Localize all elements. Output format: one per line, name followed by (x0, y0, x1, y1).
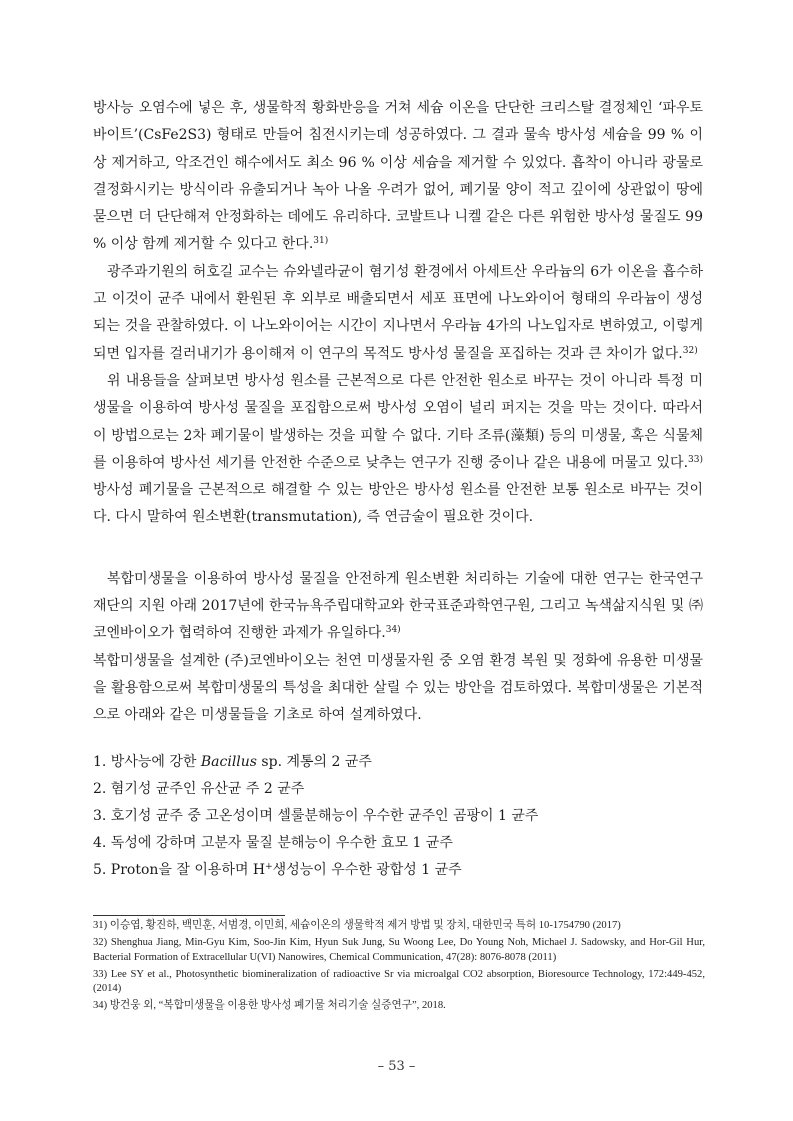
section-gap (93, 532, 703, 566)
paragraph-5-text: 복합미생물을 설계한 (주)코엔바이오는 천연 미생물자원 중 오염 환경 복원 및 정화에 유용한 미생물을 활용함으로써 복합미생물의 특성을 최대한 살릴 수 있는 방안을 검토하였다. 복합미생물은 기본적으로 아래와 같은 미생물들을 기초로 하여 설계하였다. (93, 652, 703, 724)
list-item-1-post: sp. 계통의 2 균주 (256, 753, 372, 770)
paragraph-1-text: 방사능 오염수에 넣은 후, 생물학적 황화반응을 거쳐 세슘 이온을 단단한 크리스탈 결정체인 ‘파우토바이트’(CsFe2S3) 형태로 만들어 침전시키는데 성공하였다. 그 결과 물속 방사성 세슘을 99 % 이상 제거하고, 악조건인 해수에서도 최소 96 % 이상 세슘을 제거할 수 있었다. 흡착이 아니라 광물로 결정화시키는 방식이라 유출되거나 녹아 나올 우려가 없어, 폐기물 양이 적고 깊이에 상관없이 땅에 묻으면 더 단단해져 안정화하는 데에도 유리하다. 코발트나 니켈 같은 다른 위험한 방사성 물질도 99 % 이상 함께 제거할 수 있다고 한다. (93, 100, 703, 253)
footnote-ref-32: 32) (682, 345, 698, 356)
footnote-ref-31: 31) (313, 236, 329, 247)
strain-list (93, 749, 703, 885)
footnote-ref-34: 34) (385, 625, 401, 636)
paragraph-2-text: 광주과기원의 허호길 교수는 슈와넬라균이 혐기성 환경에서 아세트산 우라늄의 6가 이온을 흡수하고 이것이 균주 내에서 환원된 후 외부로 배출되면서 세포 표면에 나노와이어 형태의 우라늄이 생성되는 것을 관찰하였다. 이 나노와이어는 시간이 지나면서 우라늄 4가의 나노입자로 변하였고, 이렇게 되면 입자를 걸러내기가 용이해져 이 연구의 목적도 방사성 물질을 포집하는 것과 큰 차이가 없다. (93, 263, 703, 362)
footnote-31: 31) 이승엽, 황진하, 백민훈, 서범경, 이민희, 세슘이온의 생물학적 제거 방법 및 장치, 대한민국 특허 10-1754790 (2017) (93, 920, 621, 931)
footnotes (93, 919, 705, 1016)
paragraph-5 (93, 648, 703, 730)
list-item: 2. 혐기성 균주인 유산균 주 2 균주 (93, 780, 305, 797)
paragraph-3 (93, 368, 703, 532)
paragraph-3-text-b: 방사성 폐기물을 근본적으로 해결할 수 있는 방안은 방사성 원소를 안전한 보통 원소로 바꾸는 것이다. 다시 말하여 원소변환(transmutation), 즉 연금술이 필요한 것이다. (93, 482, 703, 526)
page-number: – 53 – (377, 1059, 416, 1074)
footnote-32: 32) Shenghua Jiang, Min-Gyu Kim, Soo-Jin Kim, Hyun Suk Jung, Su Woong Lee, Do Young Noh, Michael J. Sadowsky, and Hor-Gil Hur, Bacterial Formation of Extracellular U(VI) Nanowires, Chemical Communication, 47(28): 8076-8078 (2011) (93, 937, 705, 963)
paragraph-4-text: 복합미생물을 이용하여 방사성 물질을 안전하게 원소변환 처리하는 기술에 대한 연구는 한국연구재단의 지원 아래 2017년에 한국뉴욕주립대학교와 한국표준과학연구원, 그리고 녹색삶지식원 및 ㈜코엔바이오가 협력하여 진행한 과제가 유일하다. (93, 570, 703, 642)
footnote-divider (93, 915, 285, 916)
footnote-33: 33) Lee SY et al., Photosynthetic biomineralization of radioactive Sr via microalgal CO2 absorption, Bioresource Technology, 172:449-452, (2014) (93, 968, 705, 994)
list-item (93, 857, 703, 884)
list-item: 4. 독성에 강하며 고분자 물질 분해능이 우수한 효모 1 균주 (93, 835, 453, 852)
list-item-5-post: 생성능이 우수한 광합성 1 균주 (272, 862, 462, 879)
footnote-ref-33: 33) (688, 454, 703, 465)
proton-superscript: + (265, 862, 273, 873)
list-item (93, 749, 703, 776)
footnote-34: 34) 방건웅 외, “복합미생물을 이용한 방사성 폐기물 처리기술 실증연구”, 2018. (93, 1000, 446, 1011)
paragraph-3-text-a: 위 내용들을 살펴보면 방사성 원소를 근본적으로 다른 안전한 원소로 바꾸는 것이 아니라 특정 미생물을 이용하여 방사성 물질을 포집함으로써 방사성 오염이 널리 퍼지는 것을 막는 것이다. 따라서 이 방법으로는 2차 폐기물이 발생하는 것을 피할 수 없다. 기타 조류(藻類) 등의 미생물, 혹은 식물체를 이용하여 방사선 세기를 안전한 수준으로 낮추는 연구가 진행 중이나 같은 내용에 머물고 있다. (93, 372, 703, 471)
paragraph-4 (93, 566, 703, 648)
main-text (93, 95, 703, 730)
genus-name: Bacillus (200, 753, 257, 770)
paragraph-1 (93, 95, 703, 259)
paragraph-2 (93, 259, 703, 368)
list-item: 3. 호기성 균주 중 고온성이며 셀룰분해능이 우수한 균주인 곰팡이 1 균주 (93, 807, 539, 824)
list-item-5-pre: 5. Proton을 잘 이용하며 H (93, 862, 266, 879)
page-body (93, 95, 703, 885)
list-item-1-pre: 1. 방사능에 강한 (93, 753, 201, 770)
